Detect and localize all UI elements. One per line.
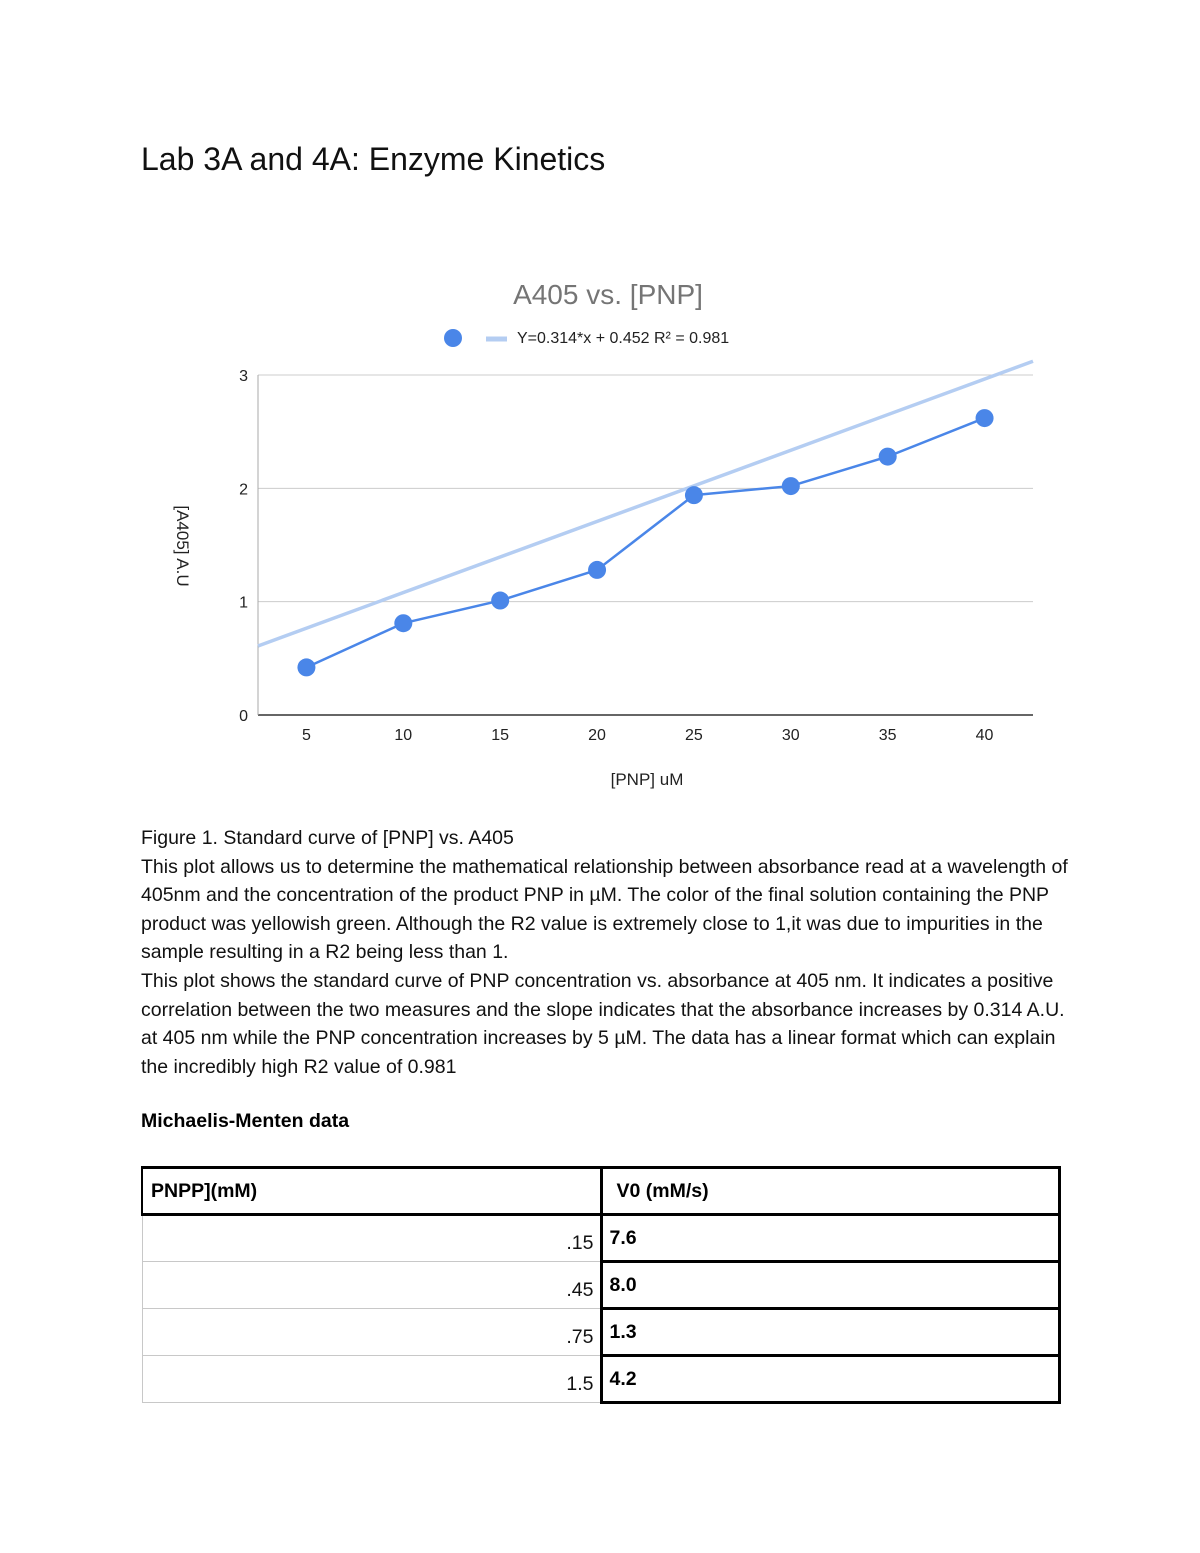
chart-title: A405 vs. [PNP] xyxy=(513,279,703,310)
y-tick-label: 1 xyxy=(239,594,248,612)
pnpp-cell: .15 xyxy=(142,1215,601,1262)
x-tick-label: 30 xyxy=(781,727,800,744)
x-tick-label: 10 xyxy=(394,727,413,744)
pnpp-cell: 1.5 xyxy=(142,1356,601,1403)
data-point xyxy=(685,486,703,504)
table-row xyxy=(142,1356,1060,1403)
caption-paragraph-2: This plot shows the standard curve of PNP concentration vs. absorbance at 405 nm. It indicates a positive correlation between the two measures and the slope indicates that the absorbance increases by 0.314 A.U. at 405 nm while the PNP concentration increases by 5 µM. The data has a linear format which can explain the incredibly high R2 value of 0.981 xyxy=(141,969,1065,1078)
figure-caption xyxy=(141,824,1071,1081)
column-header-v0: V0 (mM/s) xyxy=(601,1168,1060,1215)
column-header-pnpp: PNPP](mM) xyxy=(142,1168,601,1215)
legend-series-marker xyxy=(444,329,462,347)
table-header-row xyxy=(142,1168,1060,1215)
data-point xyxy=(491,592,509,610)
data-point xyxy=(297,658,315,676)
data-point xyxy=(976,409,994,427)
legend-trendline-label: Y=0.314*x + 0.452 R² = 0.981 xyxy=(517,330,730,347)
chart-svg xyxy=(141,262,1061,802)
y-tick-label: 3 xyxy=(239,368,248,385)
data-point xyxy=(879,448,897,466)
pnpp-cell: .45 xyxy=(142,1262,601,1309)
data-point xyxy=(782,477,800,495)
michaelis-menten-table xyxy=(141,1166,1061,1404)
table-row xyxy=(142,1262,1060,1309)
x-tick-label: 35 xyxy=(878,727,897,744)
x-tick-label: 20 xyxy=(588,727,606,744)
x-axis-label: [PNP] uM xyxy=(610,770,684,789)
data-point xyxy=(394,614,412,632)
v0-cell: 4.2 xyxy=(601,1356,1060,1403)
figure-label: Figure 1. Standard curve of [PNP] vs. A405 xyxy=(141,827,514,849)
data-point xyxy=(588,561,606,579)
y-tick-label: 2 xyxy=(239,481,248,499)
y-tick-label: 0 xyxy=(239,708,248,725)
pnpp-cell: .75 xyxy=(142,1309,601,1356)
caption-paragraph-1: This plot allows us to determine the mathematical relationship between absorbance read at a wavelength of 405nm and the concentration of the product PNP in µM. The color of the final solution containing the PNP product was yellowish green. Although the R2 value is extremely close to 1,it was due to impurities in the sample resulting in a R2 being less than 1. xyxy=(141,855,1068,964)
x-tick-label: 5 xyxy=(301,727,311,744)
standard-curve-chart xyxy=(141,262,1061,802)
x-tick-label: 25 xyxy=(685,727,703,744)
trendline xyxy=(258,361,1033,646)
v0-cell: 8.0 xyxy=(601,1262,1060,1309)
v0-cell: 7.6 xyxy=(601,1215,1060,1262)
table-row xyxy=(142,1215,1060,1262)
x-tick-label: 40 xyxy=(975,727,994,744)
y-axis-label: [A405] A.U xyxy=(173,505,192,587)
v0-cell: 1.3 xyxy=(601,1309,1060,1356)
page-title: Lab 3A and 4A: Enzyme Kinetics xyxy=(141,141,606,177)
table-row xyxy=(142,1309,1060,1356)
x-tick-label: 15 xyxy=(491,727,510,744)
section-heading: Michaelis-Menten data xyxy=(141,1110,350,1132)
